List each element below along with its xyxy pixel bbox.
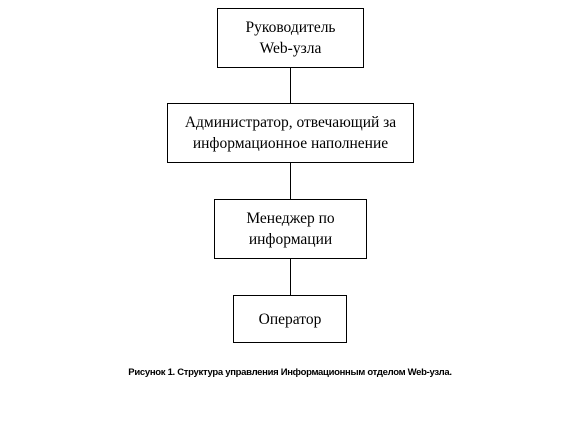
node-information-manager (214, 199, 367, 259)
node-line: информационное наполнение (192, 135, 389, 152)
node-operator (233, 295, 347, 343)
node-line: информации (248, 231, 333, 248)
connector-admin-manager (290, 163, 291, 200)
node-information-manager-label (246, 208, 334, 250)
connector-head-admin (290, 68, 291, 103)
node-web-site-head-label (245, 17, 335, 59)
connector-manager-operator (290, 259, 291, 296)
figure-caption: Рисунок 1. Структура управления Информационным отделом Web-узла. (128, 367, 452, 378)
node-line: Руководитель (245, 19, 336, 36)
node-web-site-head (217, 8, 364, 68)
node-operator-label (259, 309, 322, 330)
node-content-administrator-label (185, 112, 396, 154)
node-line: Web-узла (259, 40, 322, 57)
node-line: Администратор, отвечающий за (184, 114, 397, 131)
node-line: Менеджер по (246, 210, 335, 227)
node-line: Оператор (258, 310, 322, 328)
node-content-administrator (167, 103, 414, 163)
